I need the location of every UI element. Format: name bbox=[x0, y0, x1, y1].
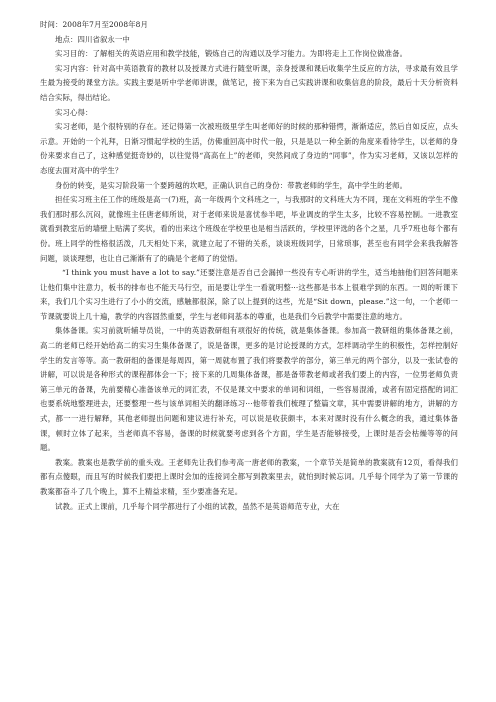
paragraph: 集体备课。实习前就听辅导员说，一中的英语教研组有项很好的传统，就是集体备课。参加高一教研组的集体备课之前，高二的老师已经开始给高二的实习生集体备课了，说是备课，更多的是讨论授课的方式，怎样调动学生的积极性，怎样控制好学生的发言等等。高一教研组的备课是每周四，第一周就布置了我们将要教学的部分，第三单元的两个部分，以及一张试卷的讲解，可以说是各种形式的课程都体会一下；接下来的几周集体备课，都是备带教老师或者我们要上的内容，一位男老师负责第三单元的备课，先前要精心准备该单元的词汇表，不仅是课文中要求的单词和词组，一些容易混淆，或者有固定搭配的词汇也要系统地整理进去，还要整理一些与该单词相关的翻译练习···他带着我们梳理了整篇文章，其中需要讲解的地方，讲解的方式，都一一进行解释，其他老师提出问题和建议进行补充，可以说是收获颇丰，本来对课时没有什么概念的我，通过集体备课，顿时立体了起来，当老师真不容易，备课的时候就要考虑到各个方面，学生是否能够接受，上课时是否会枯燥等等的问题。 bbox=[40, 326, 458, 453]
paragraph: 时间：2008年7月至2008年8月 bbox=[40, 20, 148, 29]
paragraph: 地点：四川省叙永一中 bbox=[55, 34, 130, 44]
paragraph: “I think you must have a lot to say.”还要注意是否自己会漏掉一些没有专心听讲的学生，适当地抽他们回答问题来让他们集中注意力，板书的排布也不能天马行空，而是要让学生一看就明整···这些都是书本上很难学到的东西。一周的听课下来，我们几个实习生进行了小小的交流，感触都很深，除了以上提到的这些，光是“Sit down，please.”这一句，一个老师一节课就要说上几十遍，教学的内容固然重要，学生与老师间基本的尊重，也是我们今后教学中需要注意的地方。 bbox=[40, 268, 458, 321]
paragraph: 担任实习班主任工作的班级是高一(7)班，高一年级两个文科班之一，与我那时的文科班大为不同，现在文科班的学生不像我们那时那么沉闷，就像班主任唐老师所说，对于老师来说是喜忧参半吧，毕业调皮的学生太多，比较不容易控制。一进教室就看到教室后的墙壁上贴满了奖状，看的出来这个班级在学校里也是相当活跃的，学校里评选的各个之星，几乎7班也每个都有份。班上同学的性格很活泼，几天相处下来，就建立起了不错的关系，谈谈班级同学，日常琐事，甚至也有同学会来我我解答问题，谈谈理想，也让自己渐渐有了的确是个老师了的觉悟。 bbox=[40, 195, 458, 263]
paragraph: 教案。教案也是教学前的重头戏。王老师先让我们参考高一唐老师的教案，一个章节关是简单的教案就有12页，看得我们都有点傻眼，而且写的时候我们要把上课时会加的连接词全都写到教案里去，就怕到时候忘词。几乎每个同学为了第一节课的教案都奋斗了几个晚上，算不上精益求精，至少要准备充足。 bbox=[40, 457, 458, 496]
paragraph: 试教。正式上课前，几乎每个同学都进行了小组的试教，虽然不是英语师范专业，大在 bbox=[55, 501, 340, 511]
document-page bbox=[40, 18, 458, 514]
paragraph: 实习心得： bbox=[55, 107, 93, 117]
paragraph: 实习老师，是个很特别的存在。还记得第一次被班级里学生叫老师好的时候的那种错愕，渐渐适应，然后自如反应，点头示意。开始的一个礼拜，日渐习惯起学校的生活，仿佛重回高中时代一般，只是是以一种全新的角度来看待学生，以老师的身份来要求自己了，这种感觉挺奇妙的，以往觉得“高高在上”的老师，突然间成了身边的“同事”，作为实习老师，又该以怎样的态度去面对高中的学生？ bbox=[40, 122, 458, 175]
paragraph: 实习目的：了解相关的英语应用和教学技能，锻炼自己的沟通以及学习能力。为即将走上工作岗位做准备。 bbox=[55, 49, 408, 59]
paragraph: 实习内容：针对高中英语教育的教材以及授课方式进行随堂听课，亲身授课和课后收集学生反应的方法，寻求最有效且学生最为接受的课堂方法。实践主要是听中学老师讲课，做笔记，接下来为自己实践讲课和收集信息的阶段，最后十天分析资料结合实际，得出结论。 bbox=[40, 63, 458, 102]
paragraph: 身份的转变，是实习阶段第一个要跨越的坎吧，正确认识自己的身份：带教老师的学生，高中学生的老师。 bbox=[55, 180, 408, 190]
